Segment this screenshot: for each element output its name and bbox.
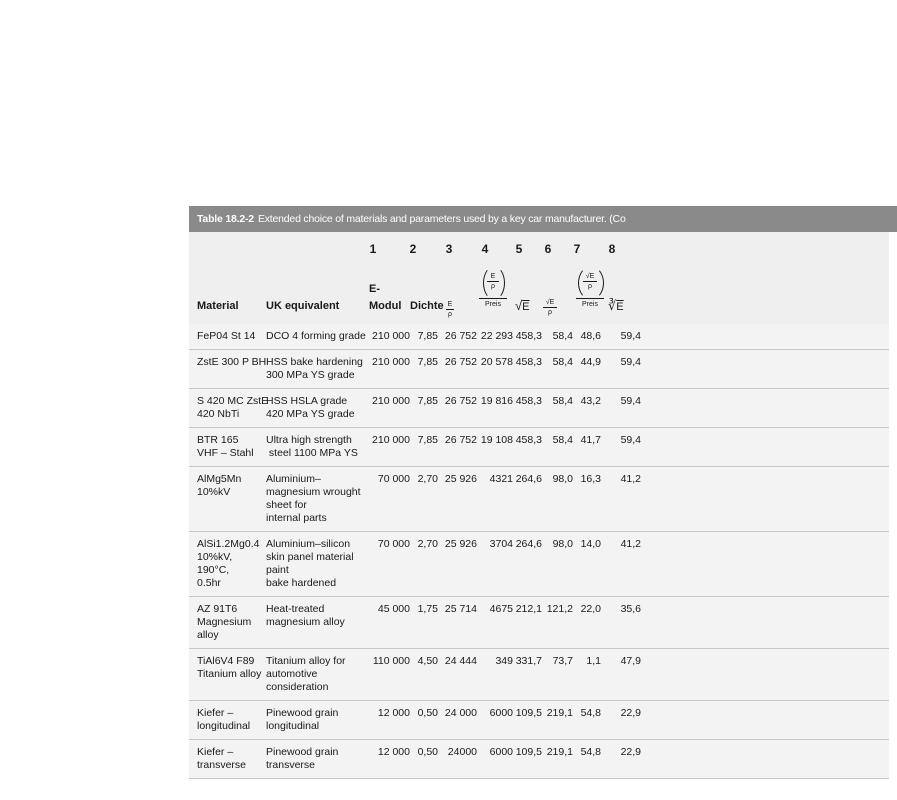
cell-uk-line: Aluminium–silicon [266, 538, 351, 550]
cell-c6: 98,0 [552, 473, 573, 485]
cell-material-line: Kiefer – [197, 707, 234, 719]
table-row [189, 389, 889, 428]
column-number: 8 [608, 242, 616, 256]
cell-c8: 22,9 [620, 707, 641, 719]
header-col5-e: E [522, 301, 530, 313]
cell-c5: 458,3 [515, 395, 542, 407]
cell-emodul: 110 000 [372, 655, 410, 667]
cell-c7: 16,3 [580, 473, 601, 485]
cell-material [197, 395, 268, 421]
cell-material-line: 0.5hr [197, 577, 221, 589]
header-col7-sqrt: √E [585, 273, 595, 280]
column-number: 5 [515, 242, 523, 256]
cell-uk-line: steel 1100 MPa YS [266, 447, 358, 459]
cell-c4: 19 816 [480, 395, 513, 407]
cell-dichte: 7,85 [417, 330, 438, 342]
cell-c7: 54,8 [580, 746, 601, 758]
header-col3-e: E [447, 301, 453, 308]
header-dichte: Dichte [410, 300, 444, 312]
cell-material [197, 356, 266, 369]
cell-c8: 59,4 [620, 395, 641, 407]
cell-uk-line: bake hardened [266, 577, 337, 589]
header-col4-e: E [490, 273, 496, 280]
cell-dichte: 2,70 [417, 538, 438, 550]
cell-material-line: AlMg5Mn [197, 473, 242, 485]
cell-material-line: VHF – Stahl [197, 447, 254, 459]
cell-emodul: 210 000 [372, 330, 410, 342]
cell-c5: 458,3 [515, 356, 542, 368]
cell-c5: 212,1 [515, 603, 542, 615]
cell-uk-equivalent [266, 434, 358, 460]
table-row [189, 324, 889, 350]
cell-emodul: 210 000 [372, 356, 410, 368]
cell-c4: 4321 [489, 473, 513, 485]
cell-c5: 458,3 [515, 434, 542, 446]
cell-uk-equivalent [266, 603, 345, 629]
cell-material [197, 603, 251, 642]
cell-c7: 44,9 [580, 356, 601, 368]
cell-uk-line: internal parts [266, 512, 327, 524]
cell-c6: 219,1 [546, 746, 573, 758]
header-col7-ratio [583, 273, 597, 290]
header-emodul-line2: Modul [369, 300, 402, 312]
cell-c3: 25 926 [444, 538, 477, 550]
table-caption [189, 206, 897, 232]
cell-dichte: 0,50 [417, 746, 438, 758]
cell-c6: 98,0 [552, 538, 573, 550]
cell-emodul: 70 000 [377, 473, 410, 485]
cell-material-line: Kiefer – [197, 746, 234, 758]
cell-uk-line: DCO 4 forming grade [266, 330, 366, 342]
cell-c4: 3704 [489, 538, 513, 550]
column-number: 2 [409, 242, 417, 256]
cell-material [197, 655, 261, 681]
cell-material-line: 420 NbTi [197, 408, 240, 420]
header-col5-root: √ [515, 298, 523, 313]
header-col3-rho: ρ [448, 311, 452, 318]
cell-c6: 58,4 [552, 356, 573, 368]
cell-uk-line: Ultra high strength [266, 434, 352, 446]
cell-uk-line: transverse [266, 759, 316, 771]
cell-dichte: 1,75 [417, 603, 438, 615]
cell-c3: 26 752 [444, 434, 477, 446]
cell-dichte: 4,50 [417, 655, 438, 667]
cell-c5: 109,5 [515, 707, 542, 719]
table-row [189, 597, 889, 649]
cell-uk-line: Pinewood grain [266, 746, 339, 758]
cell-material [197, 746, 246, 772]
header-col7-preis: Preis [576, 298, 604, 308]
cell-c4: 20 578 [480, 356, 513, 368]
cell-material-line: 10%kV, [197, 551, 233, 563]
cell-uk-equivalent [266, 746, 338, 772]
cell-c7: 1,1 [586, 655, 601, 667]
cell-uk-line: automotive [266, 668, 318, 680]
cell-uk-line: Aluminium– [266, 473, 321, 485]
cell-c8: 41,2 [620, 473, 641, 485]
cell-emodul: 210 000 [372, 395, 410, 407]
cell-c3: 26 752 [444, 356, 477, 368]
cell-material-line: AlSi1.2Mg0.4 [197, 538, 260, 550]
cell-material-line: FeP04 St 14 [197, 330, 256, 342]
table-row [189, 532, 889, 597]
cell-c7: 41,7 [580, 434, 601, 446]
header-col7-rho: ρ [588, 283, 592, 290]
cell-c8: 22,9 [620, 746, 641, 758]
cell-uk-line: 300 MPa YS grade [266, 369, 355, 381]
cell-material-line: alloy [197, 629, 219, 641]
cell-uk-line: Titanium alloy for [266, 655, 346, 667]
cell-c8: 59,4 [620, 356, 641, 368]
cell-uk-line: paint [266, 564, 289, 576]
cell-uk-equivalent [266, 356, 363, 382]
cell-c3: 25 926 [444, 473, 477, 485]
cell-material-line: 10%kV [197, 486, 231, 498]
cell-dichte: 0,50 [417, 707, 438, 719]
cell-c6: 58,4 [552, 395, 573, 407]
cell-c5: 109,5 [515, 746, 542, 758]
cell-dichte: 7,85 [417, 356, 438, 368]
cell-c7: 54,8 [580, 707, 601, 719]
header-col8-cuberoot: ∛ [608, 298, 617, 313]
column-number-row [189, 232, 889, 268]
table-row [189, 350, 889, 389]
cell-c6: 58,4 [552, 434, 573, 446]
cell-dichte: 7,85 [417, 434, 438, 446]
header-col3-ratio [446, 301, 454, 318]
cell-material [197, 473, 241, 499]
table-row [189, 740, 889, 779]
table-row [189, 649, 889, 701]
cell-c5: 458,3 [515, 330, 542, 342]
cell-c4: 6000 [489, 707, 513, 719]
cell-uk-line: Heat-treated [266, 603, 325, 615]
cell-uk-equivalent [266, 707, 338, 733]
cell-c3: 24000 [447, 746, 477, 758]
cell-c4: 22 293 [480, 330, 513, 342]
table-caption-text: Extended choice of materials and parameters used by a key car manufacturer. (Co [257, 213, 626, 225]
header-col4-ratio [487, 273, 499, 290]
header-col8-root [608, 298, 624, 314]
cell-material-line: longitudinal [197, 720, 251, 732]
cell-emodul: 210 000 [372, 434, 410, 446]
cell-c8: 59,4 [620, 434, 641, 446]
header-col8-e: $\overline{E}$ [616, 301, 624, 313]
cell-uk-line: 420 MPa YS grade [266, 408, 355, 420]
header-col6-rho: ρ [548, 309, 552, 316]
cell-uk-equivalent [266, 473, 361, 525]
cell-c6: 73,7 [552, 655, 573, 667]
cell-material-line: TiAl6V4 F89 [197, 655, 255, 667]
table-row [189, 428, 889, 467]
table-caption-label: Table 18.2-2 [197, 213, 254, 225]
cell-c3: 26 752 [444, 395, 477, 407]
header-col4-preis: Preis [479, 298, 507, 308]
cell-uk-equivalent [266, 330, 366, 343]
header-material: Material [197, 300, 239, 312]
cell-c8: 41,2 [620, 538, 641, 550]
header-col6-ratio [543, 299, 557, 316]
cell-uk-line: skin panel material [266, 551, 354, 563]
header-emodul-line1: E- [369, 283, 380, 295]
column-number: 3 [445, 242, 453, 256]
cell-c4: 349 [495, 655, 513, 667]
cell-uk-line: HSS HSLA grade [266, 395, 348, 407]
table-row [189, 467, 889, 532]
cell-uk-line: consideration [266, 681, 329, 693]
cell-material-line: S 420 MC ZstE [197, 395, 269, 407]
cell-c3: 24 444 [444, 655, 477, 667]
cell-c7: 14,0 [580, 538, 601, 550]
header-col6-sqrt: √E [545, 299, 555, 306]
header-uk-equivalent: UK equivalent [266, 300, 340, 312]
cell-material [197, 707, 250, 733]
cell-uk-line: Pinewood grain [266, 707, 339, 719]
cell-c8: 35,6 [620, 603, 641, 615]
column-number: 6 [544, 242, 552, 256]
cell-material-line: Titanium alloy [197, 668, 262, 680]
cell-uk-line: longitudinal [266, 720, 320, 732]
column-number: 7 [573, 242, 581, 256]
table-header [189, 268, 889, 325]
cell-uk-line: magnesium alloy [266, 616, 345, 628]
cell-c7: 48,6 [580, 330, 601, 342]
cell-material-line: ZstE 300 P BH [197, 356, 267, 368]
cell-emodul: 12 000 [377, 707, 410, 719]
materials-table [189, 206, 641, 771]
cell-c7: 43,2 [580, 395, 601, 407]
cell-material-line: AZ 91T6 [197, 603, 238, 615]
cell-c6: 121,2 [546, 603, 573, 615]
cell-material [197, 434, 254, 460]
cell-c8: 59,4 [620, 330, 641, 342]
cell-c3: 26 752 [444, 330, 477, 342]
cell-material-line: transverse [197, 759, 247, 771]
cell-c3: 25 714 [444, 603, 477, 615]
cell-material-line: 190°C, [197, 564, 230, 576]
cell-material-line: Magnesium [197, 616, 252, 628]
cell-c4: 6000 [489, 746, 513, 758]
cell-emodul: 12 000 [377, 746, 410, 758]
cell-c4: 19 108 [480, 434, 513, 446]
cell-c5: 264,6 [515, 473, 542, 485]
cell-dichte: 7,85 [417, 395, 438, 407]
column-number: 4 [481, 242, 489, 256]
cell-material [197, 330, 255, 343]
cell-c3: 24 000 [444, 707, 477, 719]
cell-c5: 264,6 [515, 538, 542, 550]
cell-material [197, 538, 259, 590]
cell-c4: 4675 [489, 603, 513, 615]
cell-material-line: BTR 165 [197, 434, 239, 446]
cell-uk-line: magnesium wrought [266, 486, 361, 498]
cell-emodul: 45 000 [377, 603, 410, 615]
cell-c5: 331,7 [515, 655, 542, 667]
cell-c7: 22,0 [580, 603, 601, 615]
header-col5-sqrt [515, 298, 529, 313]
cell-uk-equivalent [266, 538, 354, 590]
cell-c6: 58,4 [552, 330, 573, 342]
cell-c6: 219,1 [546, 707, 573, 719]
cell-c8: 47,9 [620, 655, 641, 667]
header-col4-rho: ρ [491, 283, 495, 290]
cell-uk-line: sheet for [266, 499, 307, 511]
cell-uk-equivalent [266, 395, 355, 421]
cell-uk-line: HSS bake hardening [266, 356, 363, 368]
cell-emodul: 70 000 [377, 538, 410, 550]
column-number: 1 [369, 242, 377, 256]
table-row [189, 701, 889, 740]
cell-uk-equivalent [266, 655, 346, 694]
cell-dichte: 2,70 [417, 473, 438, 485]
